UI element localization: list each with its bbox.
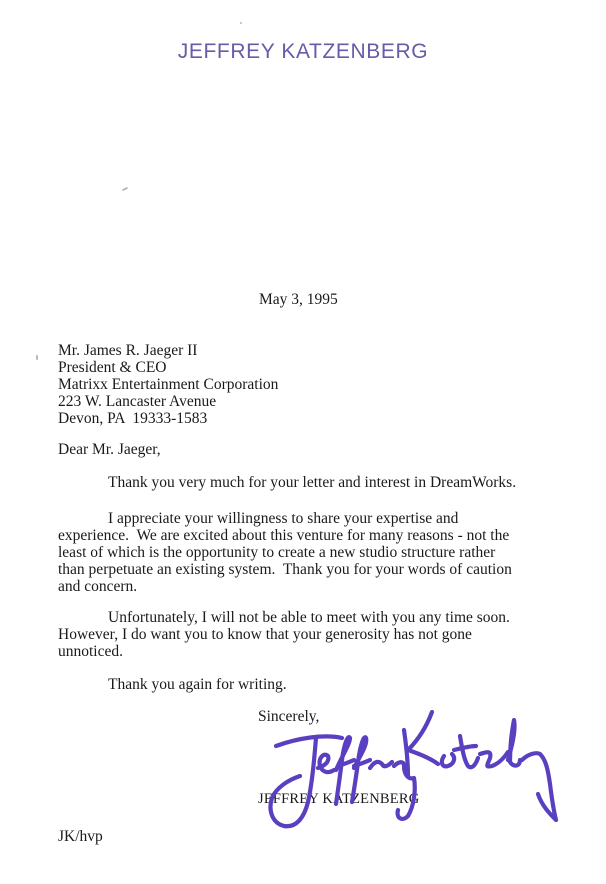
salutation: Dear Mr. Jaeger, xyxy=(58,441,161,458)
recipient-name: Mr. James R. Jaeger II xyxy=(58,342,198,359)
recipient-address xyxy=(58,342,278,427)
paragraph-line: However, I do want you to know that your generosity has not gone xyxy=(58,626,472,643)
signer-name: JEFFREY KATZENBERG xyxy=(258,791,420,807)
paragraph-line: unnoticed. xyxy=(58,643,123,660)
paragraph-line: I appreciate your willingness to share your expertise and xyxy=(108,510,459,527)
body-paragraph-3 xyxy=(58,609,510,660)
recipient-street: 223 W. Lancaster Avenue xyxy=(58,393,217,410)
paragraph-line: Thank you very much for your letter and interest in DreamWorks. xyxy=(108,474,517,491)
paragraph-line: Thank you again for writing. xyxy=(108,676,287,693)
paper-speck xyxy=(36,355,38,360)
signature-strokes xyxy=(271,712,557,826)
paper-speck xyxy=(240,22,242,24)
body-paragraph-2 xyxy=(58,510,512,595)
recipient-title: President & CEO xyxy=(58,359,167,376)
recipient-company: Matrixx Entertainment Corporation xyxy=(58,376,279,393)
letter-date: May 3, 1995 xyxy=(259,291,338,308)
paragraph-line: experience. We are excited about this venture for many reasons - not the xyxy=(58,527,510,544)
closing: Sincerely, xyxy=(258,708,320,725)
recipient-city: Devon, PA 19333-1583 xyxy=(58,410,208,427)
letterhead-name: JEFFREY KATZENBERG xyxy=(177,40,429,63)
body-paragraph-4 xyxy=(58,676,287,693)
paragraph-line: Unfortunately, I will not be able to meet with you any time soon. xyxy=(108,609,510,626)
paragraph-line: and concern. xyxy=(58,578,138,595)
body-paragraph-1 xyxy=(58,474,516,491)
typist-initials: JK/hvp xyxy=(58,828,103,845)
paragraph-line: than perpetuate an existing system. Thank you for your words of caution xyxy=(58,561,512,578)
paragraph-line: least of which is the opportunity to create a new studio structure rather xyxy=(58,544,496,561)
paper-speck xyxy=(122,187,128,191)
handwritten-signature xyxy=(258,710,568,835)
